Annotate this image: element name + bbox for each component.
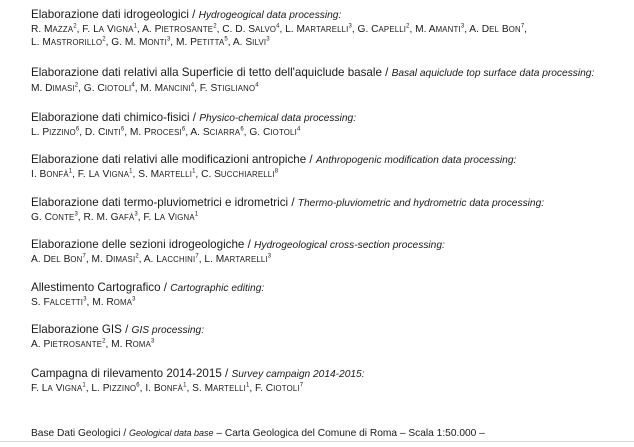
- author-surname: DEL BON: [43, 254, 83, 265]
- author-name: [31, 169, 72, 180]
- author-name: [145, 383, 186, 394]
- author-name: [91, 383, 139, 394]
- affiliation-number: 2: [406, 23, 410, 30]
- affiliation-number: 3: [266, 36, 270, 43]
- author-name: [92, 254, 139, 265]
- author-name: [140, 83, 194, 94]
- author-initials: F.: [82, 24, 91, 35]
- affiliation-number: 3: [166, 36, 171, 43]
- author-name: [111, 339, 154, 350]
- author-surname: GAFÀ: [110, 212, 135, 223]
- author-name: [31, 24, 77, 35]
- section-title-it: Allestimento Cartografico: [31, 281, 161, 294]
- affiliation-number: 7: [82, 253, 86, 260]
- section-title: Elaborazione dati relativi alla Superficie di tetto dell'aquiclude basale / Basal aquiclude top surface data processing: M. DIMASI$^2$, G. CIOTOLI$^4$, M. MANCINI$^4$, F. STIGLIANO$^4$: [31, 66, 595, 94]
- author-surname: CIOTOLI: [262, 127, 297, 138]
- author-initials: D.: [84, 127, 96, 138]
- author-initials: M.: [129, 127, 142, 138]
- author-initials: R. M.: [83, 212, 108, 223]
- author-surname: LA VIGNA: [41, 383, 83, 394]
- author-surname: LA VIGNA: [154, 212, 195, 223]
- author-surname: MARTARELLI: [215, 254, 268, 265]
- author-initials: I.: [31, 169, 37, 180]
- author-name: [144, 254, 199, 265]
- footer-caption: Base Dati Geologici / Geological data base – Carta Geologica del Comune di Roma – Scala 1:50.000 –: [31, 428, 485, 439]
- author-surname: MONTI: [139, 37, 167, 48]
- author-name: [31, 339, 105, 350]
- author-initials: A.: [143, 254, 154, 265]
- section-title: Allestimento Cartografico / Cartographic editing:: [31, 281, 265, 294]
- credit-section-anthropogenic: [31, 153, 626, 181]
- author-surname: MARTELLI: [150, 169, 193, 180]
- affiliation-number: 8: [274, 168, 279, 175]
- people-list: I. BONFÀ$^1$, F. LA VIGNA$^1$, S. MARTELLI$^1$, C. SUCCHIARELLI$^8$: [31, 168, 279, 180]
- author-surname: SCIARRA: [202, 127, 241, 138]
- credit-section-survey: [31, 367, 626, 395]
- affiliation-number: 6: [181, 126, 186, 133]
- affiliation-number: 4: [131, 82, 135, 89]
- affiliation-number: 7: [195, 253, 199, 260]
- section-title: Campagna di rilevamento 2014-2015 / Survey campaign 2014-2015:: [31, 367, 365, 380]
- author-initials: M.: [415, 24, 427, 35]
- section-title-it: Elaborazione dati idrogeologici: [31, 8, 189, 21]
- affiliation-number: 6: [120, 126, 125, 133]
- author-name: [190, 127, 243, 138]
- author-initials: A.: [31, 254, 41, 265]
- author-initials: F.: [31, 383, 39, 394]
- author-surname: MAZZA: [44, 24, 74, 35]
- people-list: R. MAZZA$^2$, F. LA VIGNA$^1$, A. PIETROSANTE$^2$, C. D. SALVO$^4$, L. MARTARELLI$^3$, G. CAPELLI$^2$, M. AMANTI$^3$, A. DEL BON$^7$, L. MASTRORILLO$^2$, G. M. MONTI$^3$, M. PETITTA$^5$, A. SILVI$^3$: [31, 23, 528, 48]
- author-surname: PIZZINO: [42, 127, 76, 138]
- author-name: [469, 24, 524, 35]
- affiliation-number: 4: [276, 23, 280, 30]
- footer-divider: [0, 441, 634, 442]
- section-title-it: Campagna di rilevamento 2014-2015: [31, 367, 222, 380]
- author-initials: G.: [83, 83, 95, 94]
- affiliation-number: 2: [135, 253, 139, 260]
- affiliation-number: 1: [129, 168, 133, 175]
- section-title-it: Elaborazione dati relativi alla Superficie di tetto dell'aquiclude basale: [31, 66, 382, 79]
- affiliation-number: 1: [68, 168, 73, 175]
- author-surname: PROCESI: [144, 127, 182, 138]
- author-initials: C. D.: [222, 24, 246, 35]
- author-name: [249, 127, 300, 138]
- affiliation-number: 6: [75, 126, 80, 133]
- section-title-en: Physico-chemical data processing:: [199, 113, 357, 124]
- author-initials: G.: [249, 127, 261, 138]
- author-name: [31, 383, 86, 394]
- author-name: [143, 212, 198, 223]
- author-name: [111, 37, 170, 48]
- affiliation-number: 3: [132, 296, 136, 303]
- author-surname: DIMASI: [45, 83, 75, 94]
- author-initials: A.: [232, 37, 243, 48]
- footer-en: Geological data base: [128, 428, 214, 438]
- people-list: A. PIETROSANTE$^2$, M. ROMA$^3$: [31, 338, 155, 350]
- author-name: [82, 24, 137, 35]
- affiliation-number: 2: [74, 82, 79, 89]
- section-title-en: Thermo-pluviometric and hydrometric data processing:: [297, 198, 545, 209]
- affiliation-number: 2: [102, 338, 106, 345]
- author-surname: ROMA: [106, 297, 133, 308]
- section-title: Elaborazione GIS / GIS processing:: [31, 323, 205, 336]
- section-title-en: Hydrogeogical data processing:: [198, 10, 342, 21]
- author-name: [233, 37, 270, 48]
- affiliation-number: 5: [224, 36, 228, 43]
- author-name: [201, 169, 278, 180]
- affiliation-number: 6: [136, 382, 140, 389]
- author-initials: M.: [92, 297, 104, 308]
- section-title: Elaborazione dati idrogeologici / Hydrogeogical data processing:: [31, 8, 342, 21]
- section-title: Elaborazione dati chimico-fisici / Physico-chemical data processing:: [31, 111, 357, 124]
- section-title-it: Elaborazione delle sezioni idrogeologiche: [31, 238, 245, 251]
- author-name: [142, 24, 216, 35]
- footer-right: – Carta Geologica del Comune di Roma – Scala 1:50.000 –: [216, 428, 485, 439]
- affiliation-number: 4: [255, 82, 259, 89]
- author-name: [31, 254, 86, 265]
- author-initials: F.: [255, 383, 263, 394]
- credit-section-gis: [31, 323, 626, 351]
- affiliation-number: 3: [83, 296, 87, 303]
- credit-section-cartographic: [31, 281, 626, 309]
- author-surname: MARTELLI: [204, 383, 246, 394]
- section-title: Elaborazione dati relativi alle modificazioni antropiche / Anthropogenic modification data processing:: [31, 153, 517, 166]
- author-surname: STIGLIANO: [210, 83, 256, 94]
- author-initials: L.: [204, 254, 213, 265]
- credit-section-physico-chemical: [31, 111, 626, 139]
- author-name: [92, 297, 135, 308]
- author-initials: A.: [142, 24, 152, 35]
- author-surname: AMANTI: [428, 24, 461, 35]
- credit-section-basal-aquiclude: [31, 66, 626, 95]
- author-initials: F.: [143, 212, 152, 223]
- author-initials: S.: [192, 383, 202, 394]
- author-surname: MASTRORILLO: [42, 37, 103, 48]
- people-list: S. FALCETTI$^3$, M. ROMA$^3$: [31, 296, 136, 308]
- affiliation-number: 1: [246, 382, 250, 389]
- author-surname: LA VIGNA: [93, 24, 134, 35]
- affiliation-number: 1: [82, 382, 86, 389]
- author-name: [415, 24, 464, 35]
- author-name: [138, 169, 195, 180]
- author-initials: S.: [31, 297, 41, 308]
- affiliation-number: 2: [213, 23, 217, 30]
- author-initials: M.: [140, 83, 152, 94]
- author-name: [285, 24, 352, 35]
- author-name: [200, 83, 259, 94]
- author-surname: PETITTA: [190, 37, 225, 48]
- author-surname: CIOTOLI: [265, 383, 300, 394]
- author-initials: G. M.: [111, 37, 137, 48]
- affiliation-number: 4: [190, 82, 195, 89]
- author-initials: G.: [31, 212, 42, 223]
- affiliation-number: 1: [194, 211, 199, 218]
- author-name: [83, 212, 137, 223]
- author-surname: SALVO: [248, 24, 277, 35]
- author-name: [192, 383, 249, 394]
- author-name: [358, 24, 410, 35]
- author-surname: LA VIGNA: [88, 169, 130, 180]
- author-name: [222, 24, 279, 35]
- section-title-en: Basal aquiclude top surface data processing:: [391, 68, 595, 79]
- author-initials: L.: [31, 127, 40, 138]
- author-initials: M.: [111, 339, 123, 350]
- author-name: [204, 254, 271, 265]
- section-title-it: Elaborazione dati chimico-fisici: [31, 111, 190, 124]
- author-surname: MANCINI: [154, 83, 191, 94]
- author-surname: CIOTOLI: [97, 83, 132, 94]
- author-surname: CINTI: [97, 127, 121, 138]
- author-surname: BONFÀ: [153, 383, 184, 394]
- author-surname: CONTE: [44, 212, 75, 223]
- author-initials: L.: [285, 24, 294, 35]
- author-surname: DEL BON: [481, 24, 521, 35]
- affiliation-number: 1: [133, 23, 137, 30]
- author-surname: PIZZINO: [102, 383, 137, 394]
- author-initials: S.: [138, 169, 148, 180]
- credit-section-cross-section: [31, 238, 626, 266]
- author-surname: SILVI: [245, 37, 267, 48]
- author-name: [31, 212, 78, 223]
- affiliation-number: 7: [299, 382, 304, 389]
- affiliation-number: 3: [134, 211, 138, 218]
- author-name: [255, 383, 303, 394]
- people-list: M. DIMASI$^2$, G. CIOTOLI$^4$, M. MANCINI$^4$, F. STIGLIANO$^4$: [31, 82, 259, 94]
- author-name: [31, 127, 79, 138]
- author-name: [31, 297, 87, 308]
- footer-left: Base Dati Geologici: [31, 428, 121, 439]
- author-initials: A.: [190, 127, 201, 138]
- author-surname: DIMASI: [105, 254, 136, 265]
- affiliation-number: 3: [348, 23, 352, 30]
- affiliation-number: 6: [240, 126, 244, 133]
- author-surname: SUCCHIARELLI: [214, 169, 275, 180]
- author-surname: LACCHINI: [156, 254, 196, 265]
- author-initials: R.: [31, 24, 42, 35]
- author-initials: L.: [91, 383, 100, 394]
- affiliation-number: 2: [102, 36, 106, 43]
- author-initials: C.: [201, 169, 212, 180]
- affiliation-number: 3: [151, 338, 155, 345]
- author-initials: L.: [31, 37, 40, 48]
- people-list: A. DEL BON$^7$, M. DIMASI$^2$, A. LACCHINI$^7$, L. MARTARELLI$^3$: [31, 253, 272, 265]
- section-title-en: Cartographic editing:: [170, 283, 265, 294]
- affiliation-number: 7: [520, 23, 525, 30]
- people-list: G. CONTE$^3$, R. M. GAFÀ$^3$, F. LA VIGNA$^1$: [31, 211, 199, 223]
- affiliation-number: 1: [192, 168, 196, 175]
- author-name: [31, 37, 106, 48]
- author-initials: A.: [31, 339, 41, 350]
- section-title-it: Elaborazione dati termo-pluviometrici e idrometrici: [31, 196, 289, 209]
- author-name: [85, 127, 124, 138]
- author-initials: I.: [145, 383, 151, 394]
- author-initials: F.: [77, 169, 86, 180]
- author-surname: ROMA: [125, 339, 152, 350]
- author-surname: PIETROSANTE: [43, 339, 103, 350]
- credit-section-thermo-pluviometric: [31, 196, 626, 224]
- author-initials: M.: [91, 254, 103, 265]
- section-title-en: Anthropogenic modification data processing:: [315, 155, 517, 166]
- author-initials: A.: [469, 24, 479, 35]
- author-surname: PIETROSANTE: [154, 24, 214, 35]
- author-initials: G.: [357, 24, 369, 35]
- people-list: F. LA VIGNA$^1$, L. PIZZINO$^6$, I. BONFÀ$^1$, S. MARTELLI$^1$, F. CIOTOLI$^7$: [31, 382, 304, 394]
- affiliation-number: 2: [73, 23, 77, 30]
- credit-section-hydrogeological: [31, 8, 626, 49]
- affiliation-number: 1: [183, 382, 187, 389]
- section-title-en: Hydrogeological cross-section processing:: [254, 240, 445, 251]
- section-title-en: Survey campaign 2014-2015:: [231, 369, 365, 380]
- author-name: [84, 83, 135, 94]
- section-title-en: GIS processing:: [131, 325, 205, 336]
- section-title: Elaborazione delle sezioni idrogeologiche / Hydrogeological cross-section processing:: [31, 238, 445, 251]
- affiliation-number: 3: [460, 23, 465, 30]
- people-list: L. PIZZINO$^6$, D. CINTI$^6$, M. PROCESI$^6$, A. SCIARRA$^6$, G. CIOTOLI$^4$: [31, 126, 301, 138]
- author-surname: FALCETTI: [43, 297, 84, 308]
- affiliation-number: 3: [267, 253, 272, 260]
- author-name: [176, 37, 228, 48]
- author-initials: M.: [31, 83, 43, 94]
- author-surname: BONFÀ: [39, 169, 69, 180]
- author-name: [130, 127, 185, 138]
- section-title-it: Elaborazione dati relativi alle modificazioni antropiche: [31, 153, 307, 166]
- affiliation-number: 4: [296, 126, 301, 133]
- author-surname: CAPELLI: [371, 24, 407, 35]
- author-name: [78, 169, 133, 180]
- affiliation-number: 3: [74, 211, 78, 218]
- section-title-it: Elaborazione GIS: [31, 323, 122, 336]
- author-initials: F.: [199, 83, 208, 94]
- section-title: Elaborazione dati termo-pluviometrici e idrometrici / Thermo-pluviometric and hydrometric data processing:: [31, 196, 545, 209]
- author-name: [31, 83, 78, 94]
- author-surname: MARTARELLI: [296, 24, 349, 35]
- author-initials: M.: [175, 37, 188, 48]
